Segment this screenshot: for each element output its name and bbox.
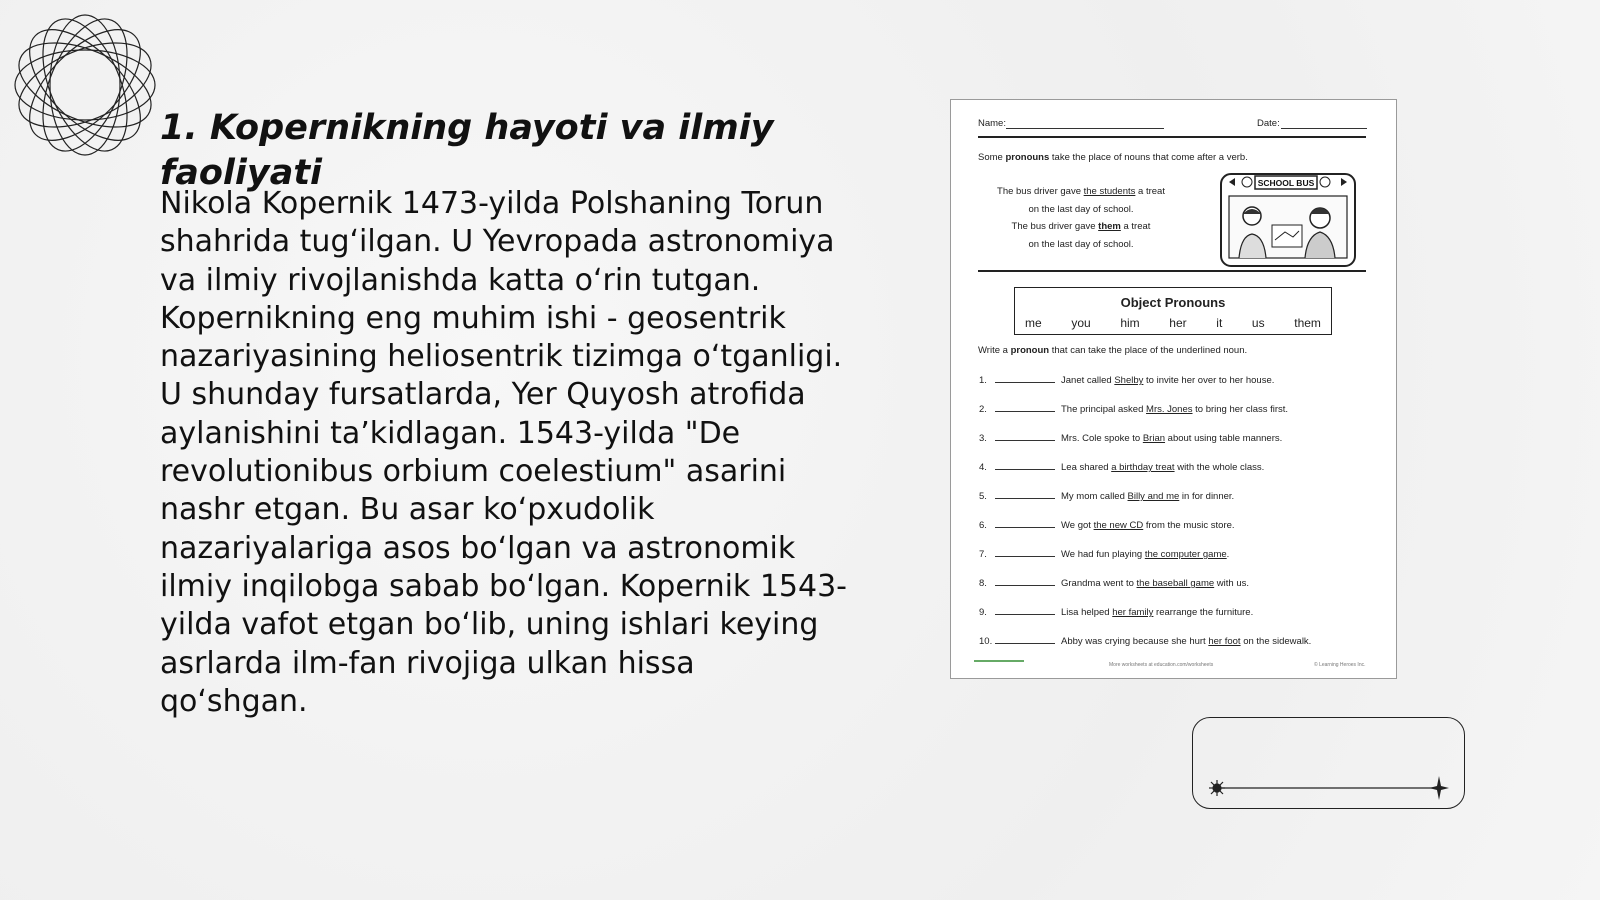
worksheet-name-label: Name:	[978, 118, 1006, 129]
footer-right: © Learning Heroes Inc.	[1314, 662, 1366, 668]
question-item: 1. Janet called Shelby to invite her over to her house.	[979, 375, 1275, 386]
header-rule	[978, 136, 1366, 138]
pronoun-item: you	[1071, 316, 1091, 330]
question-item: 5. My mom called Billy and me in for dinner.	[979, 491, 1235, 502]
spirograph-ornament-icon	[10, 10, 160, 160]
object-pronouns-title: Object Pronouns	[1120, 295, 1226, 310]
sun-icon	[1209, 780, 1225, 796]
worksheet-image	[950, 99, 1397, 679]
pronoun-list	[1025, 316, 1321, 330]
divider-rule	[978, 270, 1366, 272]
worksheet-intro: Some pronouns take the place of nouns that come after a verb.	[978, 152, 1248, 163]
object-pronouns-box	[1014, 287, 1332, 335]
question-item: 4. Lea shared a birthday treat with the whole class.	[979, 462, 1265, 473]
footer-center: More worksheets at education.com/worksheets	[1109, 662, 1214, 668]
footer-logo	[974, 660, 1024, 662]
worksheet-date-label: Date:	[1257, 118, 1280, 129]
question-item: 7. We had fun playing the computer game.	[979, 549, 1230, 560]
body-paragraph: Nikola Kopernik 1473-yilda Polshaning Torun shahrida tug‘ilgan. U Yevropada astronomiya va ilmiy rivojlanishda katta o‘rin tutgan. Kopernikning eng muhim ishi - geosentrik nazariyasining heliosentrik tizimga o‘tganligi. U shunday fursatlarda, Yer Quyosh atrofida aylanishini ta’kidlagan. 1543-yilda "De revolutionibus orbium coelestium" asarini nashr etgan. Bu asar ko‘pxudolik nazariyalariga asos bo‘lgan va astronomik ilmiy inqilobga sabab bo‘lgan. Kopernik 1543-yilda vafot etgan bo‘lib, uning ishlari keying asrlarda ilm-fan rivojiga ulkan hissa qo‘shgan.	[160, 186, 848, 719]
svg-text:SCHOOL BUS: SCHOOL BUS	[1257, 178, 1315, 188]
question-item: 8. Grandma went to the baseball game with us.	[979, 578, 1250, 589]
question-item: 9. Lisa helped her family rearrange the furniture.	[979, 607, 1254, 618]
timeline-line-icon	[1193, 718, 1463, 808]
timeline-decoration	[1192, 717, 1465, 809]
question-item: 6. We got the new CD from the music store.	[979, 520, 1235, 531]
pronoun-item: her	[1169, 316, 1187, 330]
question-item: 10. Abby was crying because she hurt her foot on the sidewalk.	[979, 636, 1312, 647]
pronoun-item: him	[1120, 316, 1140, 330]
sparkle-icon	[1429, 776, 1449, 800]
example-sentences: The bus driver gave the students a treat on the last day of school. The bus driver gave them a treat on the last day of school.	[997, 186, 1165, 250]
school-bus-illustration-icon	[1217, 170, 1359, 270]
date-line	[1281, 128, 1367, 129]
worksheet-instruction: Write a pronoun that can take the place of the underlined noun.	[978, 345, 1248, 356]
question-item: 2. The principal asked Mrs. Jones to bring her class first.	[979, 404, 1289, 415]
pronoun-item: them	[1294, 316, 1321, 330]
name-line	[1006, 128, 1164, 129]
pronoun-item: it	[1216, 316, 1223, 330]
pronoun-item: us	[1251, 316, 1265, 330]
slide-title: 1. Kopernikning hayoti va ilmiy faoliyati	[160, 108, 774, 193]
pronoun-item: me	[1025, 316, 1042, 330]
question-item: 3. Mrs. Cole spoke to Brian about using table manners.	[979, 433, 1283, 444]
